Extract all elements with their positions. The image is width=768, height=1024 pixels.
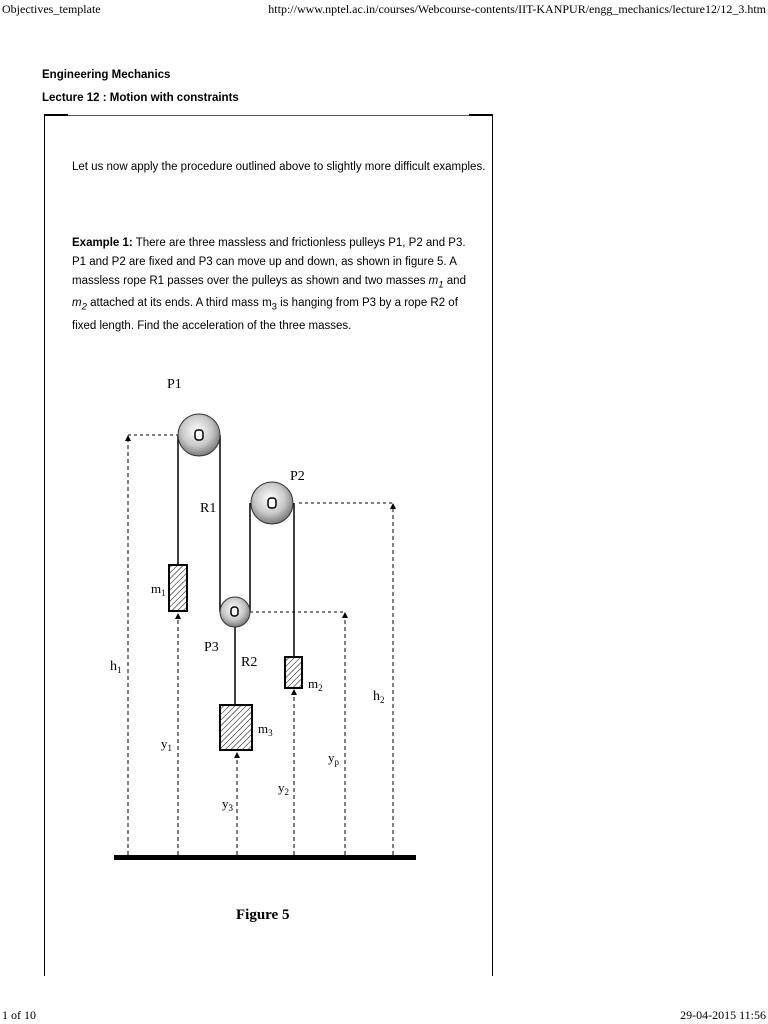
m1-sub: 1 <box>438 279 444 291</box>
browser-page-title: Objectives_template <box>2 2 101 16</box>
intro-paragraph: Let us now apply the procedure outlined above to slightly more difficult examples. <box>72 161 486 173</box>
label-p2: P2 <box>290 469 305 484</box>
label-yp: $y_p$ <box>328 750 339 767</box>
lecture-title: Lecture 12 : Motion with constraints <box>42 92 239 104</box>
label-m1: $m_1$ <box>151 581 166 598</box>
label-h2: $h_2$ <box>373 689 385 705</box>
label-r1: R1 <box>200 501 217 516</box>
mass-m2 <box>285 657 302 688</box>
pulley-p2 <box>251 482 293 524</box>
print-timestamp: 29-04-2015 11:56 <box>680 1008 766 1022</box>
m3-sub: 3 <box>271 301 277 313</box>
mass-m3 <box>220 705 252 750</box>
example-label: Example 1: <box>72 237 133 249</box>
label-r2: R2 <box>241 655 258 670</box>
pulley-p3 <box>220 597 250 627</box>
figure-5 <box>96 358 416 958</box>
example-text-2: attached at its ends. A third mass m <box>86 297 272 310</box>
page-count: 1 of 10 <box>2 1008 36 1022</box>
course-title: Engineering Mechanics <box>42 69 171 81</box>
label-m2: $m_2$ <box>308 676 323 693</box>
pulley-p1 <box>178 414 220 456</box>
ground-line <box>114 855 416 860</box>
label-m3: $m_3$ <box>258 721 273 738</box>
label-y2: $y_2$ <box>278 780 289 797</box>
mass-m1 <box>169 565 187 611</box>
m2-sub: 2 <box>81 301 87 313</box>
label-h1: $h_1$ <box>110 659 122 675</box>
label-p1: P1 <box>167 377 182 392</box>
label-p3: P3 <box>204 640 219 655</box>
m1-var: m <box>428 275 439 287</box>
label-y3: $y_3$ <box>222 796 233 813</box>
browser-url[interactable]: http://www.nptel.ac.in/courses/Webcourse-contents/IIT-KANPUR/engg_mechanics/lecture12/12_3.htm <box>268 2 766 16</box>
figure-caption: Figure 5 <box>236 907 290 923</box>
m2-var: m <box>72 297 82 310</box>
example-paragraph <box>72 234 477 336</box>
pulley-diagram <box>96 358 416 958</box>
and-word: and <box>443 275 466 287</box>
example-text-1: There are three massless and frictionless pulleys P1, P2 and P3. P1 and P2 are fixed and P3 can move up and down, as shown in figure 5. A massless rope R1 passes over the pulleys as shown and two masses <box>72 237 466 287</box>
example-text-3: is hanging from P3 by a rope R2 of fixed length. Find the acceleration of the three masses. <box>72 297 458 332</box>
label-y1: $y_1$ <box>161 736 172 753</box>
